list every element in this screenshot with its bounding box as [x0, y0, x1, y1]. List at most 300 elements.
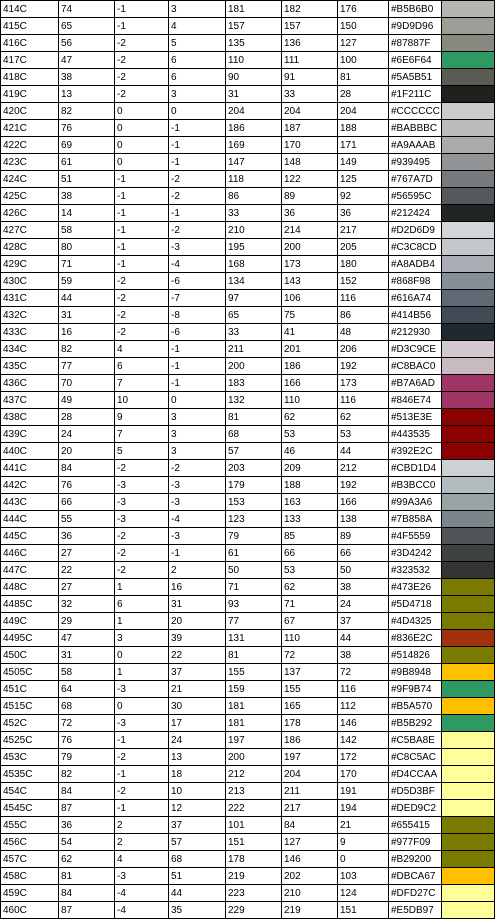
- code-cell: 435C: [1, 358, 59, 375]
- a-value-cell: -2: [115, 86, 169, 103]
- l-value-cell: 84: [59, 783, 115, 800]
- r-value-cell: 210: [226, 222, 282, 239]
- code-cell: 4515C: [1, 698, 59, 715]
- b-rgb-value-cell: 38: [338, 647, 389, 664]
- color-swatch: [442, 239, 495, 256]
- l-value-cell: 54: [59, 834, 115, 851]
- r-value-cell: 181: [226, 715, 282, 732]
- hex-cell: #A9AAAB: [389, 137, 442, 154]
- hex-cell: #473E26: [389, 579, 442, 596]
- a-value-cell: -1: [115, 239, 169, 256]
- code-cell: 454C: [1, 783, 59, 800]
- g-value-cell: 33: [282, 86, 338, 103]
- color-swatch: [442, 477, 495, 494]
- a-value-cell: -1: [115, 188, 169, 205]
- color-swatch: [442, 52, 495, 69]
- table-row: [1, 460, 495, 477]
- r-value-cell: 219: [226, 868, 282, 885]
- color-swatch: [442, 868, 495, 885]
- g-value-cell: 200: [282, 239, 338, 256]
- hex-cell: #D3C9CE: [389, 341, 442, 358]
- l-value-cell: 38: [59, 69, 115, 86]
- table-row: [1, 596, 495, 613]
- hex-cell: #392E2C: [389, 443, 442, 460]
- color-swatch: [442, 732, 495, 749]
- g-value-cell: 197: [282, 749, 338, 766]
- b-rgb-value-cell: 204: [338, 103, 389, 120]
- color-swatch: [442, 18, 495, 35]
- hex-cell: #846E74: [389, 392, 442, 409]
- code-cell: 431C: [1, 290, 59, 307]
- b-value-cell: 37: [169, 664, 226, 681]
- table-row: [1, 647, 495, 664]
- hex-cell: #4D4325: [389, 613, 442, 630]
- color-swatch: [442, 392, 495, 409]
- a-value-cell: -1: [115, 205, 169, 222]
- l-value-cell: 82: [59, 341, 115, 358]
- hex-cell: #513E3E: [389, 409, 442, 426]
- color-swatch: [442, 443, 495, 460]
- color-swatch: [442, 86, 495, 103]
- l-value-cell: 70: [59, 375, 115, 392]
- table-row: [1, 817, 495, 834]
- l-value-cell: 69: [59, 137, 115, 154]
- color-swatch: [442, 647, 495, 664]
- color-swatch: [442, 341, 495, 358]
- code-cell: 446C: [1, 545, 59, 562]
- b-rgb-value-cell: 125: [338, 171, 389, 188]
- l-value-cell: 16: [59, 324, 115, 341]
- g-value-cell: 67: [282, 613, 338, 630]
- table-row: [1, 290, 495, 307]
- b-rgb-value-cell: 37: [338, 613, 389, 630]
- l-value-cell: 24: [59, 426, 115, 443]
- g-value-cell: 41: [282, 324, 338, 341]
- b-value-cell: 35: [169, 902, 226, 919]
- color-swatch: [442, 630, 495, 647]
- b-value-cell: 6: [169, 52, 226, 69]
- g-value-cell: 110: [282, 392, 338, 409]
- color-swatch: [442, 1, 495, 18]
- table-row: [1, 256, 495, 273]
- table-row: [1, 732, 495, 749]
- a-value-cell: -2: [115, 52, 169, 69]
- b-rgb-value-cell: 53: [338, 426, 389, 443]
- hex-cell: #836E2C: [389, 630, 442, 647]
- b-value-cell: 57: [169, 834, 226, 851]
- g-value-cell: 75: [282, 307, 338, 324]
- b-rgb-value-cell: 180: [338, 256, 389, 273]
- b-value-cell: -7: [169, 290, 226, 307]
- r-value-cell: 77: [226, 613, 282, 630]
- l-value-cell: 81: [59, 868, 115, 885]
- b-rgb-value-cell: 188: [338, 120, 389, 137]
- b-rgb-value-cell: 150: [338, 18, 389, 35]
- r-value-cell: 204: [226, 103, 282, 120]
- l-value-cell: 22: [59, 562, 115, 579]
- color-swatch: [442, 120, 495, 137]
- a-value-cell: -1: [115, 171, 169, 188]
- color-swatch: [442, 494, 495, 511]
- b-value-cell: -1: [169, 205, 226, 222]
- r-value-cell: 169: [226, 137, 282, 154]
- hex-cell: #514826: [389, 647, 442, 664]
- r-value-cell: 57: [226, 443, 282, 460]
- l-value-cell: 74: [59, 1, 115, 18]
- color-swatch: [442, 834, 495, 851]
- code-cell: 434C: [1, 341, 59, 358]
- b-rgb-value-cell: 81: [338, 69, 389, 86]
- r-value-cell: 33: [226, 324, 282, 341]
- table-row: [1, 613, 495, 630]
- b-rgb-value-cell: 127: [338, 35, 389, 52]
- table-row: [1, 86, 495, 103]
- l-value-cell: 82: [59, 103, 115, 120]
- b-rgb-value-cell: 116: [338, 392, 389, 409]
- r-value-cell: 197: [226, 732, 282, 749]
- b-rgb-value-cell: 116: [338, 290, 389, 307]
- table-row: [1, 885, 495, 902]
- hex-cell: #3D4242: [389, 545, 442, 562]
- hex-cell: #323532: [389, 562, 442, 579]
- b-rgb-value-cell: 194: [338, 800, 389, 817]
- b-rgb-value-cell: 217: [338, 222, 389, 239]
- color-swatch: [442, 885, 495, 902]
- code-cell: 4485C: [1, 596, 59, 613]
- hex-cell: #212424: [389, 205, 442, 222]
- a-value-cell: 1: [115, 613, 169, 630]
- table-row: [1, 18, 495, 35]
- r-value-cell: 65: [226, 307, 282, 324]
- b-value-cell: -3: [169, 494, 226, 511]
- table-row: [1, 562, 495, 579]
- b-rgb-value-cell: 138: [338, 511, 389, 528]
- hex-cell: #616A74: [389, 290, 442, 307]
- b-value-cell: 10: [169, 783, 226, 800]
- b-value-cell: 37: [169, 817, 226, 834]
- table-row: [1, 307, 495, 324]
- l-value-cell: 31: [59, 307, 115, 324]
- code-cell: 415C: [1, 18, 59, 35]
- hex-cell: #C8BAC0: [389, 358, 442, 375]
- table-row: [1, 171, 495, 188]
- table-row: [1, 222, 495, 239]
- r-value-cell: 229: [226, 902, 282, 919]
- l-value-cell: 56: [59, 35, 115, 52]
- b-value-cell: -1: [169, 341, 226, 358]
- hex-cell: #977F09: [389, 834, 442, 851]
- code-cell: 432C: [1, 307, 59, 324]
- a-value-cell: 4: [115, 851, 169, 868]
- color-swatch: [442, 460, 495, 477]
- color-swatch: [442, 426, 495, 443]
- b-rgb-value-cell: 124: [338, 885, 389, 902]
- table-row: [1, 851, 495, 868]
- l-value-cell: 72: [59, 715, 115, 732]
- l-value-cell: 82: [59, 766, 115, 783]
- b-rgb-value-cell: 86: [338, 307, 389, 324]
- table-row: [1, 409, 495, 426]
- code-cell: 430C: [1, 273, 59, 290]
- code-cell: 456C: [1, 834, 59, 851]
- a-value-cell: 1: [115, 664, 169, 681]
- hex-cell: #212930: [389, 324, 442, 341]
- b-value-cell: -2: [169, 171, 226, 188]
- table-row: [1, 749, 495, 766]
- a-value-cell: -2: [115, 35, 169, 52]
- r-value-cell: 132: [226, 392, 282, 409]
- table-row: [1, 341, 495, 358]
- b-rgb-value-cell: 72: [338, 664, 389, 681]
- b-rgb-value-cell: 151: [338, 902, 389, 919]
- l-value-cell: 47: [59, 52, 115, 69]
- g-value-cell: 173: [282, 256, 338, 273]
- r-value-cell: 212: [226, 766, 282, 783]
- code-cell: 455C: [1, 817, 59, 834]
- table-row: [1, 834, 495, 851]
- b-rgb-value-cell: 149: [338, 154, 389, 171]
- a-value-cell: 10: [115, 392, 169, 409]
- color-swatch: [442, 528, 495, 545]
- b-value-cell: 20: [169, 613, 226, 630]
- hex-cell: #56595C: [389, 188, 442, 205]
- b-value-cell: -3: [169, 239, 226, 256]
- color-swatch: [442, 766, 495, 783]
- b-rgb-value-cell: 66: [338, 545, 389, 562]
- hex-cell: #B5B292: [389, 715, 442, 732]
- g-value-cell: 53: [282, 562, 338, 579]
- code-cell: 428C: [1, 239, 59, 256]
- b-value-cell: -4: [169, 511, 226, 528]
- b-rgb-value-cell: 206: [338, 341, 389, 358]
- b-rgb-value-cell: 0: [338, 851, 389, 868]
- b-value-cell: 5: [169, 35, 226, 52]
- r-value-cell: 90: [226, 69, 282, 86]
- table-row: [1, 545, 495, 562]
- color-swatch: [442, 562, 495, 579]
- g-value-cell: 214: [282, 222, 338, 239]
- color-swatch: [442, 664, 495, 681]
- table-row: [1, 783, 495, 800]
- a-value-cell: 0: [115, 698, 169, 715]
- b-rgb-value-cell: 24: [338, 596, 389, 613]
- color-swatch: [442, 205, 495, 222]
- l-value-cell: 84: [59, 460, 115, 477]
- a-value-cell: 0: [115, 137, 169, 154]
- b-value-cell: -3: [169, 477, 226, 494]
- g-value-cell: 62: [282, 409, 338, 426]
- a-value-cell: -3: [115, 494, 169, 511]
- table-row: [1, 800, 495, 817]
- a-value-cell: -2: [115, 783, 169, 800]
- g-value-cell: 133: [282, 511, 338, 528]
- r-value-cell: 31: [226, 86, 282, 103]
- b-rgb-value-cell: 9: [338, 834, 389, 851]
- code-cell: 419C: [1, 86, 59, 103]
- color-swatch: [442, 35, 495, 52]
- r-value-cell: 211: [226, 341, 282, 358]
- b-rgb-value-cell: 146: [338, 715, 389, 732]
- color-swatch: [442, 409, 495, 426]
- g-value-cell: 217: [282, 800, 338, 817]
- hex-cell: #DFD27C: [389, 885, 442, 902]
- a-value-cell: 0: [115, 647, 169, 664]
- a-value-cell: -4: [115, 885, 169, 902]
- l-value-cell: 76: [59, 477, 115, 494]
- table-row: [1, 630, 495, 647]
- code-cell: 425C: [1, 188, 59, 205]
- b-value-cell: -3: [169, 528, 226, 545]
- g-value-cell: 143: [282, 273, 338, 290]
- g-value-cell: 187: [282, 120, 338, 137]
- b-value-cell: 0: [169, 103, 226, 120]
- code-cell: 450C: [1, 647, 59, 664]
- color-swatch: [442, 307, 495, 324]
- g-value-cell: 137: [282, 664, 338, 681]
- g-value-cell: 122: [282, 171, 338, 188]
- table-row: [1, 239, 495, 256]
- hex-cell: #CCCCCC: [389, 103, 442, 120]
- g-value-cell: 204: [282, 766, 338, 783]
- a-value-cell: -1: [115, 222, 169, 239]
- r-value-cell: 200: [226, 749, 282, 766]
- hex-cell: #5A5B51: [389, 69, 442, 86]
- r-value-cell: 159: [226, 681, 282, 698]
- l-value-cell: 28: [59, 409, 115, 426]
- b-value-cell: 17: [169, 715, 226, 732]
- r-value-cell: 123: [226, 511, 282, 528]
- r-value-cell: 79: [226, 528, 282, 545]
- l-value-cell: 71: [59, 256, 115, 273]
- l-value-cell: 87: [59, 800, 115, 817]
- a-value-cell: 4: [115, 341, 169, 358]
- a-value-cell: 0: [115, 103, 169, 120]
- code-cell: 4535C: [1, 766, 59, 783]
- code-cell: 4545C: [1, 800, 59, 817]
- g-value-cell: 182: [282, 1, 338, 18]
- l-value-cell: 49: [59, 392, 115, 409]
- r-value-cell: 151: [226, 834, 282, 851]
- hex-cell: #B7A6AD: [389, 375, 442, 392]
- hex-cell: #99A3A6: [389, 494, 442, 511]
- g-value-cell: 186: [282, 732, 338, 749]
- code-cell: 448C: [1, 579, 59, 596]
- color-swatch: [442, 222, 495, 239]
- color-swatch: [442, 154, 495, 171]
- b-rgb-value-cell: 50: [338, 562, 389, 579]
- b-value-cell: 39: [169, 630, 226, 647]
- b-value-cell: -1: [169, 545, 226, 562]
- l-value-cell: 58: [59, 222, 115, 239]
- a-value-cell: -2: [115, 307, 169, 324]
- code-cell: 441C: [1, 460, 59, 477]
- r-value-cell: 155: [226, 664, 282, 681]
- r-value-cell: 71: [226, 579, 282, 596]
- b-value-cell: 22: [169, 647, 226, 664]
- b-value-cell: -2: [169, 188, 226, 205]
- a-value-cell: -1: [115, 1, 169, 18]
- r-value-cell: 81: [226, 647, 282, 664]
- b-value-cell: 21: [169, 681, 226, 698]
- b-rgb-value-cell: 191: [338, 783, 389, 800]
- l-value-cell: 20: [59, 443, 115, 460]
- color-swatch: [442, 290, 495, 307]
- b-rgb-value-cell: 166: [338, 494, 389, 511]
- color-swatch: [442, 545, 495, 562]
- r-value-cell: 110: [226, 52, 282, 69]
- l-value-cell: 44: [59, 290, 115, 307]
- a-value-cell: -3: [115, 681, 169, 698]
- a-value-cell: 5: [115, 443, 169, 460]
- g-value-cell: 166: [282, 375, 338, 392]
- a-value-cell: -2: [115, 69, 169, 86]
- code-cell: 4495C: [1, 630, 59, 647]
- l-value-cell: 64: [59, 681, 115, 698]
- table-row: [1, 902, 495, 919]
- l-value-cell: 66: [59, 494, 115, 511]
- r-value-cell: 213: [226, 783, 282, 800]
- g-value-cell: 53: [282, 426, 338, 443]
- b-value-cell: -2: [169, 222, 226, 239]
- g-value-cell: 209: [282, 460, 338, 477]
- code-cell: 426C: [1, 205, 59, 222]
- color-swatch: [442, 256, 495, 273]
- color-swatch: [442, 511, 495, 528]
- code-cell: 445C: [1, 528, 59, 545]
- table-row: [1, 494, 495, 511]
- b-rgb-value-cell: 116: [338, 681, 389, 698]
- b-rgb-value-cell: 103: [338, 868, 389, 885]
- code-cell: 442C: [1, 477, 59, 494]
- a-value-cell: -2: [115, 273, 169, 290]
- l-value-cell: 36: [59, 528, 115, 545]
- table-row: [1, 426, 495, 443]
- hex-cell: #C3C8CD: [389, 239, 442, 256]
- b-rgb-value-cell: 89: [338, 528, 389, 545]
- g-value-cell: 71: [282, 596, 338, 613]
- b-rgb-value-cell: 172: [338, 749, 389, 766]
- b-rgb-value-cell: 44: [338, 443, 389, 460]
- r-value-cell: 222: [226, 800, 282, 817]
- hex-cell: #CBD1D4: [389, 460, 442, 477]
- l-value-cell: 79: [59, 749, 115, 766]
- r-value-cell: 200: [226, 358, 282, 375]
- r-value-cell: 97: [226, 290, 282, 307]
- table-row: [1, 52, 495, 69]
- r-value-cell: 93: [226, 596, 282, 613]
- g-value-cell: 178: [282, 715, 338, 732]
- color-swatch: [442, 579, 495, 596]
- l-value-cell: 38: [59, 188, 115, 205]
- g-value-cell: 201: [282, 341, 338, 358]
- code-cell: 451C: [1, 681, 59, 698]
- b-value-cell: -2: [169, 460, 226, 477]
- b-rgb-value-cell: 170: [338, 766, 389, 783]
- table-row: [1, 392, 495, 409]
- code-cell: 438C: [1, 409, 59, 426]
- r-value-cell: 33: [226, 205, 282, 222]
- b-rgb-value-cell: 112: [338, 698, 389, 715]
- table-row: [1, 137, 495, 154]
- g-value-cell: 219: [282, 902, 338, 919]
- g-value-cell: 85: [282, 528, 338, 545]
- r-value-cell: 86: [226, 188, 282, 205]
- a-value-cell: 6: [115, 596, 169, 613]
- r-value-cell: 50: [226, 562, 282, 579]
- a-value-cell: -1: [115, 800, 169, 817]
- g-value-cell: 89: [282, 188, 338, 205]
- b-rgb-value-cell: 173: [338, 375, 389, 392]
